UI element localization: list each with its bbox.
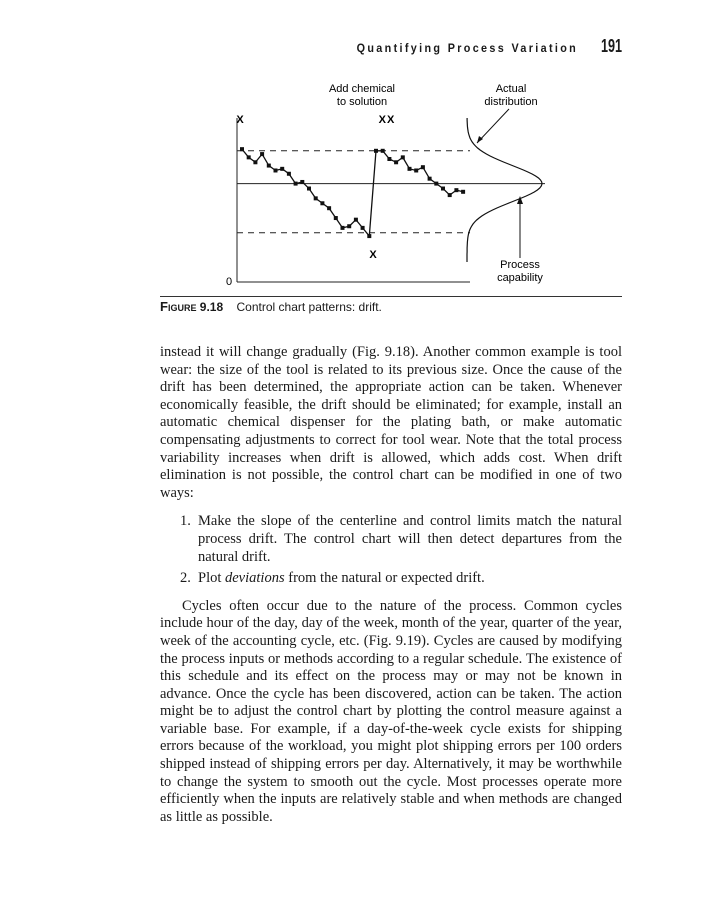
data-point-5 — [267, 164, 271, 168]
data-point-12 — [314, 196, 318, 200]
data-point-2 — [247, 155, 251, 159]
data-point-18 — [354, 218, 358, 222]
drift-series-line — [242, 149, 463, 236]
data-point-30 — [434, 182, 438, 186]
annotation-process-line2: capability — [497, 272, 543, 284]
caption-text: Control chart patterns: drift. — [236, 300, 382, 314]
list-item-number: 2. — [180, 570, 191, 587]
drift-control-chart — [0, 0, 715, 300]
annotation-add-chemical-line2: to solution — [336, 96, 388, 108]
list-item-emphasis: deviations — [225, 570, 285, 587]
list-item-text-pre: Plot — [198, 570, 225, 587]
list-item — [160, 570, 622, 588]
annotation-process-line1: Process — [500, 259, 540, 271]
list-item-number: 1. — [180, 513, 191, 530]
data-point-7 — [280, 167, 284, 171]
page-number: 191 — [600, 36, 622, 56]
list-item — [160, 513, 622, 566]
numbered-list — [160, 513, 622, 587]
list-item-text: Make the slope of the centerline and control limits match the natural process drift. The control chart will then detect departures from the natural drift. — [198, 513, 622, 565]
caption-rule — [160, 296, 622, 297]
data-point-31 — [441, 187, 445, 191]
data-point-26 — [408, 167, 412, 171]
data-point-27 — [414, 168, 418, 172]
data-point-32 — [448, 193, 452, 197]
data-point-9 — [294, 182, 298, 186]
caption-figure-number: 9.18 — [199, 300, 224, 314]
data-point-13 — [320, 201, 324, 205]
data-point-23 — [387, 157, 391, 161]
data-point-8 — [287, 172, 291, 176]
data-point-19 — [361, 226, 365, 230]
data-point-22 — [381, 149, 385, 153]
marker-xx: XX — [378, 114, 396, 126]
figure-drift — [0, 0, 715, 300]
data-point-10 — [300, 180, 304, 184]
actual-distribution-leader — [477, 109, 509, 143]
data-point-20 — [367, 234, 371, 238]
paragraph-drift: instead it will change gradually (Fig. 9.18). Another common example is tool wear: the size of the tool is related to its previous size. Once the cause of the drift has been determined, the appropriate action can be taken. Whenever economically feasible, the drift should be eliminated; for example, install an automatic chemical dispenser for the plating bath, or make automatic compensating adjustments to correct for tool wear. Note that the total process variability increases when drift is allowed, which adds cost. When drift elimination is not possible, the control chart can be modified in one of two ways: — [160, 344, 622, 501]
data-point-14 — [327, 206, 331, 210]
data-point-3 — [253, 160, 257, 164]
data-point-28 — [421, 165, 425, 169]
paragraph-cycles: Cycles often occur due to the nature of the process. Common cycles include hour of the day, day of the week, month of the year, quarter of the year, week of the accounting cycle, etc. (Fig. 9.19). Cycles are caused by modifying the process inputs or methods according to a regular schedule. The existence of this schedule and its effect on the process may or may not be known in advance. Once the cycle has been discovered, action can be taken. The action might be to adjust the control chart by plotting the control measure against a variable base. For example, if a day-of-the-week cycle exists for shipping errors because of the workload, you might plot shipping errors per 100 orders shipped instead of shipping errors per day. Alternatively, it may be worthwhile to change the system to smooth out the cycle. Most processes operate more efficiently when the inputs are relatively stable and when methods are changed as little as possible. — [160, 597, 622, 825]
data-point-24 — [394, 160, 398, 164]
figure-caption — [160, 299, 382, 314]
caption-figure-word: Figure — [160, 299, 197, 314]
marker-x-left: X — [236, 114, 244, 126]
y-axis-zero-label: 0 — [225, 276, 233, 288]
data-point-1 — [240, 147, 244, 151]
annotation-add-chemical-line1: Add chemical — [328, 83, 396, 95]
data-point-34 — [461, 190, 465, 194]
data-point-11 — [307, 187, 311, 191]
data-point-17 — [347, 224, 351, 228]
list-item-text-post: from the natural or expected drift. — [284, 570, 485, 587]
data-point-15 — [334, 216, 338, 220]
data-point-21 — [374, 149, 378, 153]
data-point-33 — [454, 188, 458, 192]
data-point-29 — [428, 177, 432, 181]
body-text — [160, 344, 622, 826]
data-point-4 — [260, 152, 264, 156]
annotation-actual-line1: Actual — [495, 83, 527, 95]
annotation-actual-line2: distribution — [484, 96, 538, 108]
data-point-25 — [401, 155, 405, 159]
marker-x-bottom: X — [369, 249, 377, 261]
running-title: Quantifying Process Variation — [356, 41, 578, 55]
data-point-16 — [341, 226, 345, 230]
data-point-6 — [274, 168, 278, 172]
